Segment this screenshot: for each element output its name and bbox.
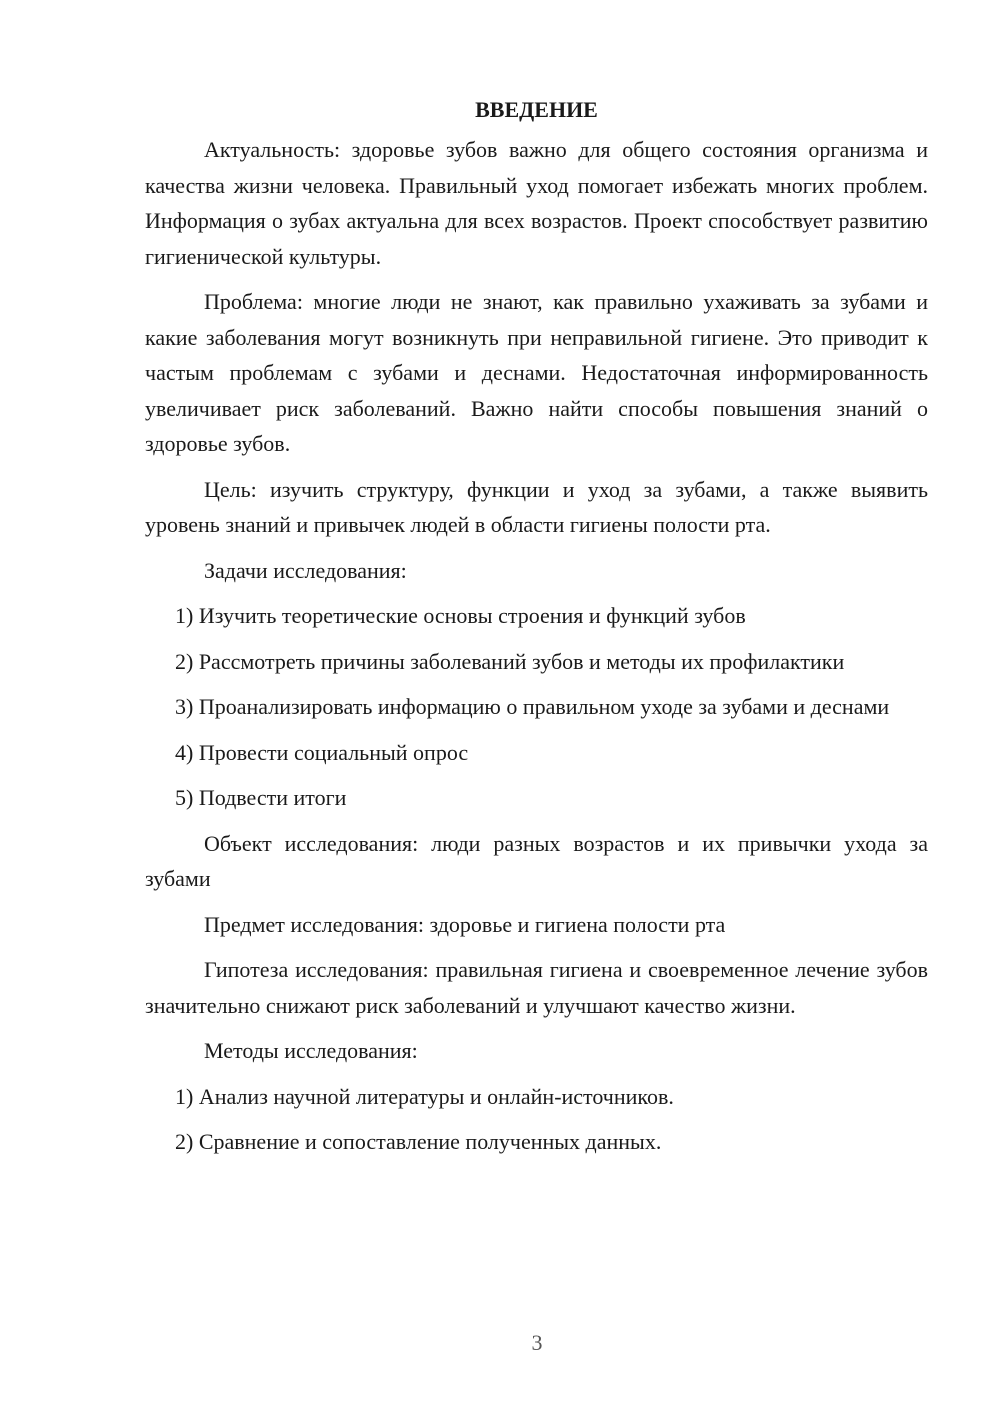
task-item: 1) Изучить теоретические основы строения и функций зубов	[175, 603, 746, 628]
hypothesis-paragraph: Гипотеза исследования: правильная гигиена и своевременное лечение зубов значительно снижают риск заболеваний и улучшают качество жизни.	[145, 957, 928, 1018]
goal-paragraph: Цель: изучить структуру, функции и уход за зубами, а также выявить уровень знаний и привычек людей в области гигиены полости рта.	[145, 476, 928, 537]
method-item: 1) Анализ научной литературы и онлайн-источников.	[175, 1083, 674, 1109]
relevance-paragraph: Актуальность: здоровье зубов важно для общего состояния организма и качества жизни человека. Правильный уход помогает избежать многих проблем. Информация о зубах актуальна для всех возрастов. Проект способствует развитию гигиенической культуры.	[145, 137, 928, 269]
subject-paragraph: Предмет исследования: здоровье и гигиена полости рта	[204, 911, 726, 937]
problem-paragraph: Проблема: многие люди не знают, как правильно ухаживать за зубами и какие заболевания могут возникнуть при неправильной гигиене. Это приводит к частым проблемам с зубами и деснами. Недостаточная информированность увеличивает риск заболеваний. Важно найти способы повышения знаний о здоровье зубов.	[145, 289, 928, 456]
page-number: 3	[531, 1330, 543, 1355]
tasks-heading: Задачи исследования:	[204, 557, 407, 583]
task-item: 2) Рассмотреть причины заболеваний зубов и методы их профилактики	[175, 648, 845, 674]
method-item: 2) Сравнение и сопоставление полученных данных.	[175, 1129, 662, 1154]
task-item: 4) Провести социальный опрос	[175, 739, 469, 765]
task-item: 3) Проанализировать информацию о правильном уходе за зубами и деснами	[175, 694, 890, 719]
methods-heading: Методы исследования:	[204, 1038, 418, 1063]
task-item: 5) Подвести итоги	[175, 785, 347, 810]
document-page	[145, 92, 928, 1170]
object-paragraph: Объект исследования: люди разных возрастов и их привычки ухода за зубами	[145, 830, 928, 891]
page-title: ВВЕДЕНИЕ	[475, 97, 598, 122]
